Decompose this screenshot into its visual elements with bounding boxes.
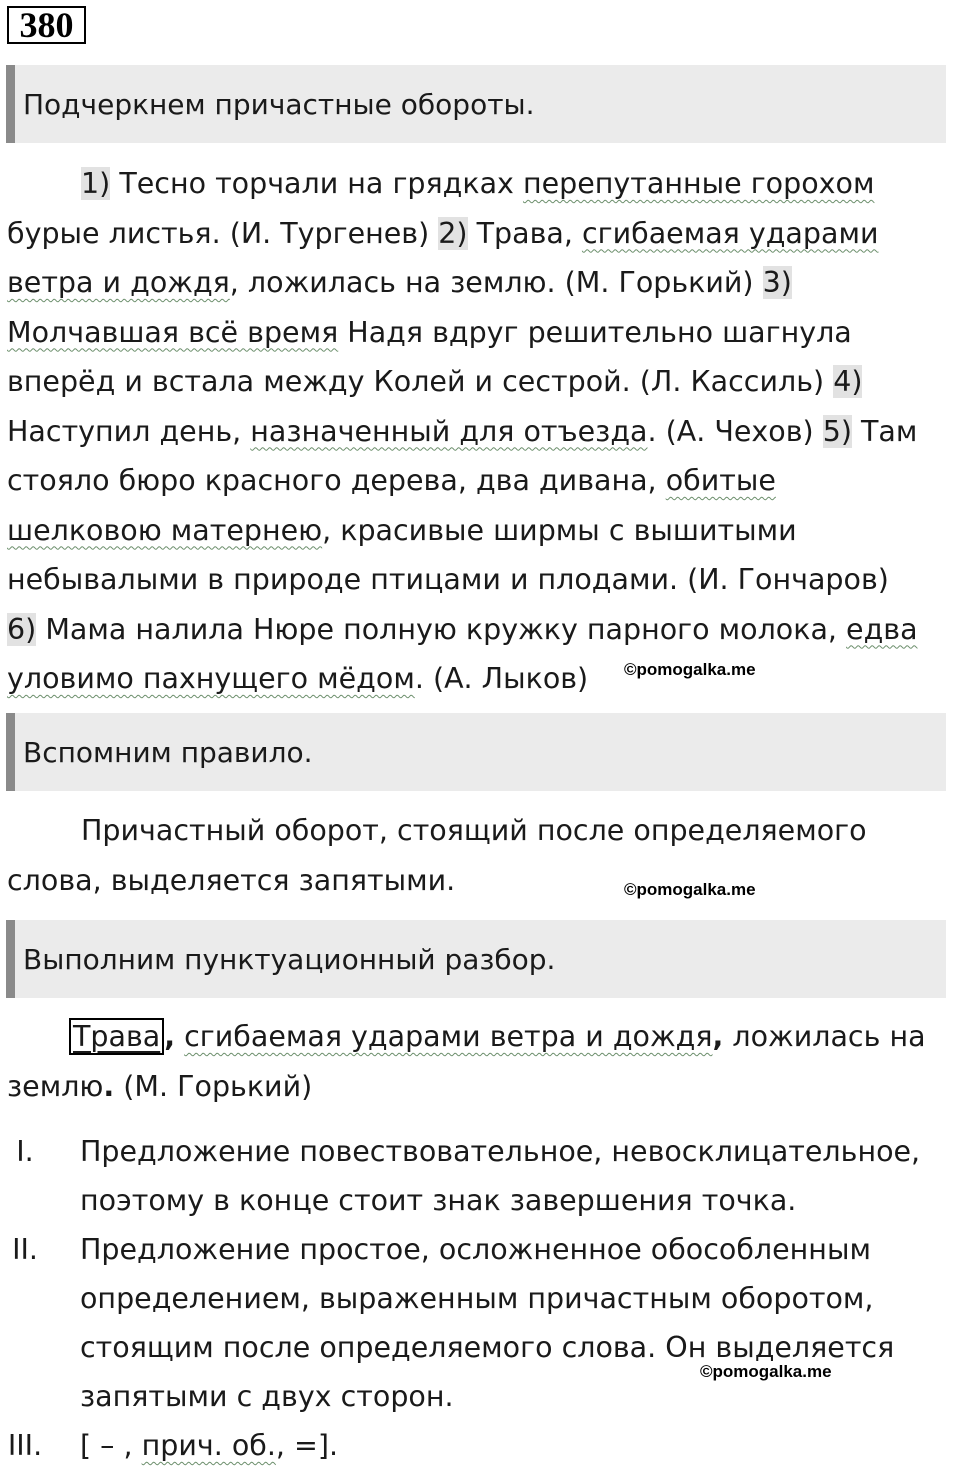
text: , ложилась на землю. (М. Горький) <box>229 266 763 299</box>
comma-mark: , <box>164 1020 176 1053</box>
text: Надя вдруг решительно шагнула <box>338 315 852 349</box>
watermark: ©pomogalka.me <box>624 880 756 899</box>
period-mark: . <box>103 1069 115 1103</box>
analysis-item <box>0 1127 960 1225</box>
text: стояло бюро красного дерева, два дивана, <box>7 464 666 497</box>
text-line: Предложение повествовательное, невосклицательное, <box>80 1135 921 1168</box>
analysis-item <box>0 1421 960 1470</box>
sentence-number: 5) <box>822 414 852 448</box>
watermark: ©pomogalka.me <box>700 1362 832 1381</box>
text: , красивые ширмы с вышитыми <box>322 513 797 547</box>
text-line <box>7 407 918 457</box>
section-title: Выполним пунктуационный разбор. <box>23 942 556 976</box>
text-line <box>7 209 918 259</box>
text-line <box>7 258 918 308</box>
sentence-number: 4) <box>833 365 863 398</box>
section-band-rule <box>6 713 946 791</box>
section-band-parse <box>6 920 946 998</box>
text-line <box>7 357 918 407</box>
participle-phrase: ветра и дождя <box>7 266 230 299</box>
participle-phrase: Молчавшая всё время <box>7 315 339 349</box>
text-line <box>7 654 918 704</box>
text: бурые листья. (И. Тургенев) <box>7 216 439 250</box>
sentence-number: 2) <box>438 216 468 250</box>
text-line: слова, выделяется запятыми. <box>7 863 456 897</box>
text: Тесно торчали на грядках <box>110 167 523 200</box>
section-title: Подчеркнем причастные обороты. <box>23 87 535 121</box>
participle-phrase: прич. об. <box>141 1429 276 1462</box>
text: . (А. Лыков) <box>414 662 589 695</box>
participle-phrase: назначенный для отъезда <box>250 414 648 448</box>
parse-paragraph <box>7 1012 926 1111</box>
text: небывалыми в природе птицами и плодами. (И. Гончаров) <box>7 563 889 596</box>
text-line <box>7 506 918 556</box>
text: [ – , <box>80 1429 142 1462</box>
text-line <box>7 605 918 655</box>
text: , =]. <box>275 1429 339 1462</box>
subject-word: Трава <box>69 1018 164 1055</box>
text-line: стоящим после определяемого слова. Он выделяется <box>80 1331 895 1364</box>
participle-phrase: уловимо пахнущего мёдом <box>7 662 415 695</box>
participle-phrase: едва <box>846 612 918 646</box>
analysis-list <box>0 1127 960 1470</box>
participle-phrase: перепутанные горохом <box>522 167 875 200</box>
participle-phrase: обитые <box>665 464 776 497</box>
text-line <box>7 1062 926 1112</box>
section-title: Вспомним правило. <box>23 735 313 769</box>
task-number: 380 <box>7 6 86 44</box>
list-marker: I. <box>16 1135 34 1168</box>
text-line <box>7 159 918 209</box>
text: ложилась на <box>723 1020 926 1053</box>
text: землю <box>7 1069 104 1103</box>
watermark: ©pomogalka.me <box>624 660 756 679</box>
sentence-number: 1) <box>81 167 111 200</box>
list-marker: III. <box>7 1429 43 1462</box>
sentence-scheme <box>80 1421 960 1470</box>
text-line <box>7 456 918 506</box>
text: (М. Горький) <box>114 1069 313 1103</box>
participle-phrase: сгибаемая ударами <box>581 216 879 250</box>
text-line: поэтому в конце стоит знак завершения точка. <box>80 1184 797 1217</box>
text-line: запятыми с двух сторон. <box>80 1380 454 1413</box>
text-line: определением, выраженным причастным оборотом, <box>80 1282 874 1315</box>
participle-phrase: сгибаемая ударами ветра и дождя <box>184 1020 713 1053</box>
text-line: Причастный оборот, стоящий после определяемого <box>81 814 867 847</box>
text: Мама налила Нюре полную кружку парного молока, <box>36 612 847 646</box>
section-band-underline <box>6 65 946 143</box>
text-line <box>7 308 918 358</box>
sentence-number: 3) <box>762 266 792 299</box>
participle-phrase: шелковою матернею <box>7 513 323 547</box>
sentences-paragraph <box>7 159 918 704</box>
sentence-number: 6) <box>7 612 37 646</box>
text: вперёд и встала между Колей и сестрой. (Л. Кассиль) <box>7 365 834 398</box>
comma-mark: , <box>712 1020 724 1053</box>
text-line <box>7 1012 926 1062</box>
text: Наступил день, <box>7 414 251 448</box>
text-line <box>7 555 918 605</box>
list-marker: II. <box>12 1233 38 1266</box>
text: Там <box>851 414 918 448</box>
text-line: Предложение простое, осложненное обособленным <box>80 1233 871 1266</box>
analysis-item <box>0 1225 960 1421</box>
text: Трава, <box>467 216 582 250</box>
text: . (А. Чехов) <box>647 414 823 448</box>
